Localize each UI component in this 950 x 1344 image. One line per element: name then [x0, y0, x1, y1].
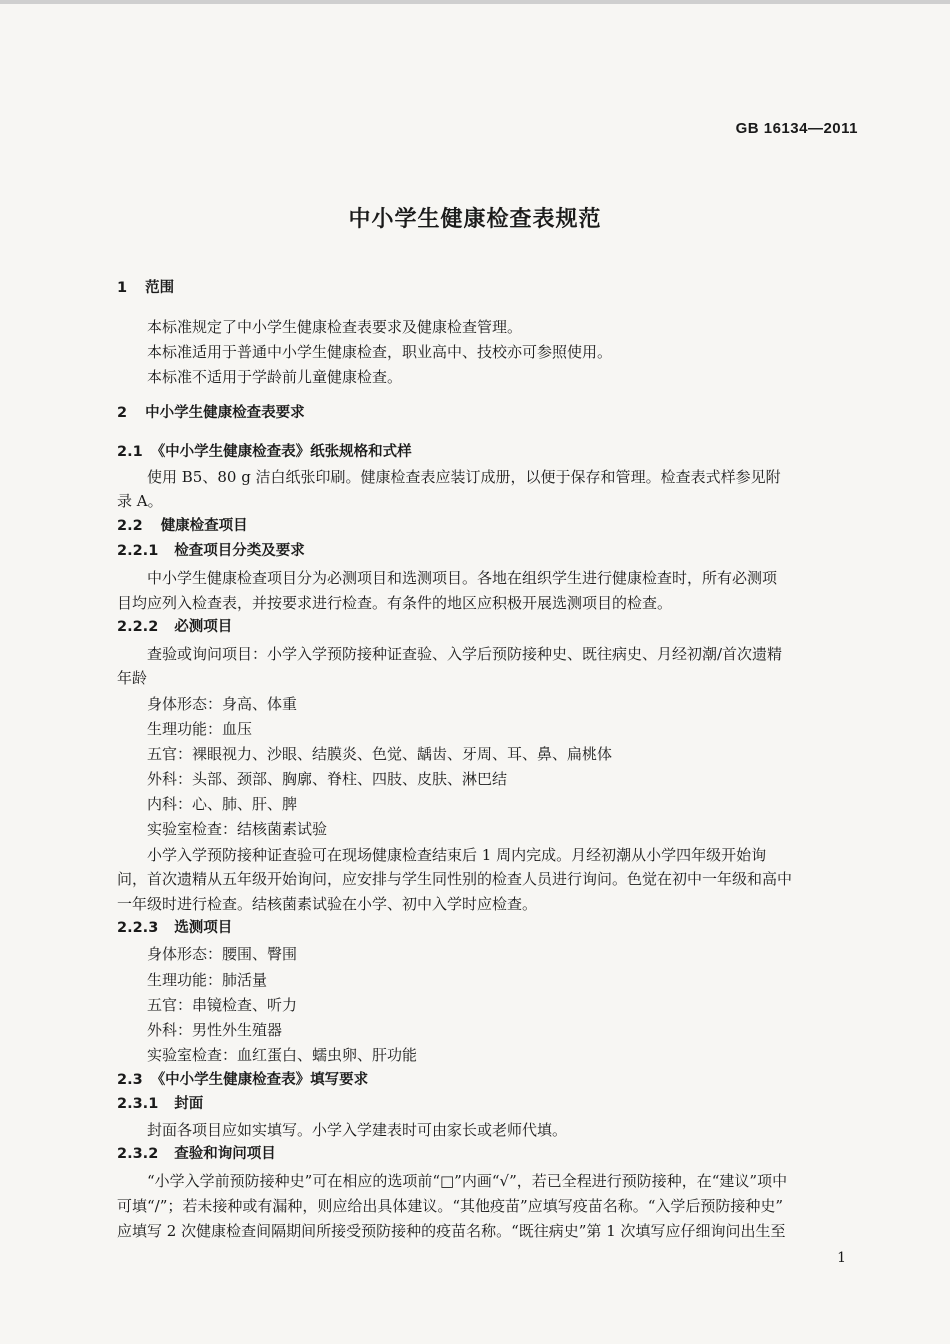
section-title: 封面: [174, 1096, 204, 1112]
section-title: 《中小学生健康检查表》填写要求: [150, 1072, 369, 1088]
section-number: 1: [117, 280, 128, 296]
paragraph: 录 A。: [117, 492, 163, 510]
list-item: 生理功能：肺活量: [147, 971, 268, 989]
list-item: 内科：心、肺、肝、脾: [147, 795, 298, 813]
section-heading-2-2-2: [117, 617, 232, 637]
paragraph: 问，首次遗精从五年级开始询问，应安排与学生同性别的检查人员进行询问。色觉在初中一年级和高中: [117, 870, 793, 888]
section-heading-2-2-3: [117, 918, 232, 938]
section-heading-2: [117, 403, 305, 423]
section-heading-2-3-1: [117, 1094, 203, 1114]
list-item: 生理功能：血压: [147, 720, 253, 738]
list-item: 实验室检查：血红蛋白、蠕虫卵、肝功能: [147, 1046, 418, 1064]
section-heading-2-2-1: [117, 541, 305, 561]
section-number: 2.2: [117, 518, 143, 534]
section-title: 必测项目: [174, 619, 233, 635]
section-number: 2.2.2: [117, 619, 159, 635]
section-number: 2.3: [117, 1072, 143, 1088]
section-number: 2.3.1: [117, 1096, 159, 1112]
section-title: 中小学生健康检查表要求: [145, 405, 305, 421]
paragraph: 可填“/”；若未接种或有漏种，则应给出具体建议。“其他疫苗”应填写疫苗名称。“入学后预防接种史”: [117, 1197, 784, 1215]
paragraph: 封面各项目应如实填写。小学入学建表时可由家长或老师代填。: [147, 1121, 568, 1139]
list-item: 五官：裸眼视力、沙眼、结膜炎、色觉、龋齿、牙周、耳、鼻、扁桃体: [147, 745, 613, 763]
section-title: 检查项目分类及要求: [174, 543, 305, 559]
standard-code: GB 16134—2011: [735, 120, 858, 137]
section-title: 健康检查项目: [160, 518, 248, 534]
section-number: 2.3.2: [117, 1146, 159, 1162]
section-number: 2.1: [117, 444, 143, 460]
paragraph: 目均应列入检查表，并按要求进行检查。有条件的地区应积极开展选测项目的检查。: [117, 594, 673, 612]
section-heading-2-2: [117, 516, 248, 536]
paragraph: “小学入学前预防接种史”可在相应的选项前“□”内画“√”，若已全程进行预防接种，在“建议”项中: [147, 1172, 788, 1190]
section-heading-1: [117, 278, 174, 298]
paragraph: 本标准适用于普通中小学生健康检查，职业高中、技校亦可参照使用。: [147, 343, 613, 361]
section-title: 范围: [145, 280, 175, 296]
section-heading-2-1: [117, 442, 412, 462]
list-item: 五官：串镜检查、听力: [147, 996, 298, 1014]
paragraph: 应填写 2 次健康检查间隔期间所接受预防接种的疫苗名称。“既往病史”第 1 次填写应仔细询问出生至: [117, 1222, 786, 1240]
scan-edge: [0, 0, 950, 4]
paragraph: 查验或询问项目：小学入学预防接种证查验、入学后预防接种史、既往病史、月经初潮/首次遗精: [147, 645, 783, 663]
section-number: 2.2.3: [117, 920, 159, 936]
section-title: 《中小学生健康检查表》纸张规格和式样: [150, 444, 412, 460]
paragraph: 年龄: [117, 669, 148, 687]
paragraph: 中小学生健康检查项目分为必测项目和选测项目。各地在组织学生进行健康检查时，所有必测项: [147, 569, 778, 587]
paragraph: 一年级时进行检查。结核菌素试验在小学、初中入学时应检查。: [117, 895, 538, 913]
page-title: 中小学生健康检查表规范: [348, 207, 602, 232]
list-item: 外科：头部、颈部、胸廓、脊柱、四肢、皮肤、淋巴结: [147, 770, 508, 788]
section-number: 2.2.1: [117, 543, 159, 559]
paragraph: 本标准不适用于学龄前儿童健康检查。: [147, 368, 403, 386]
page-number: 1: [837, 1250, 846, 1266]
section-title: 查验和询问项目: [174, 1146, 276, 1162]
section-title: 选测项目: [174, 920, 233, 936]
section-number: 2: [117, 405, 128, 421]
list-item: 身体形态：身高、体重: [147, 695, 298, 713]
list-item: 外科：男性外生殖器: [147, 1021, 283, 1039]
paragraph: 本标准规定了中小学生健康检查表要求及健康检查管理。: [147, 318, 523, 336]
section-heading-2-3-2: [117, 1144, 276, 1164]
section-heading-2-3: [117, 1070, 368, 1090]
list-item: 身体形态：腰围、臀围: [147, 945, 298, 963]
paragraph: 使用 B5、80 g 洁白纸张印刷。健康检查表应装订成册，以便于保存和管理。检查表式样参见附: [147, 468, 781, 486]
paragraph: 小学入学预防接种证查验可在现场健康检查结束后 1 周内完成。月经初潮从小学四年级开始询: [147, 846, 767, 864]
list-item: 实验室检查：结核菌素试验: [147, 820, 328, 838]
